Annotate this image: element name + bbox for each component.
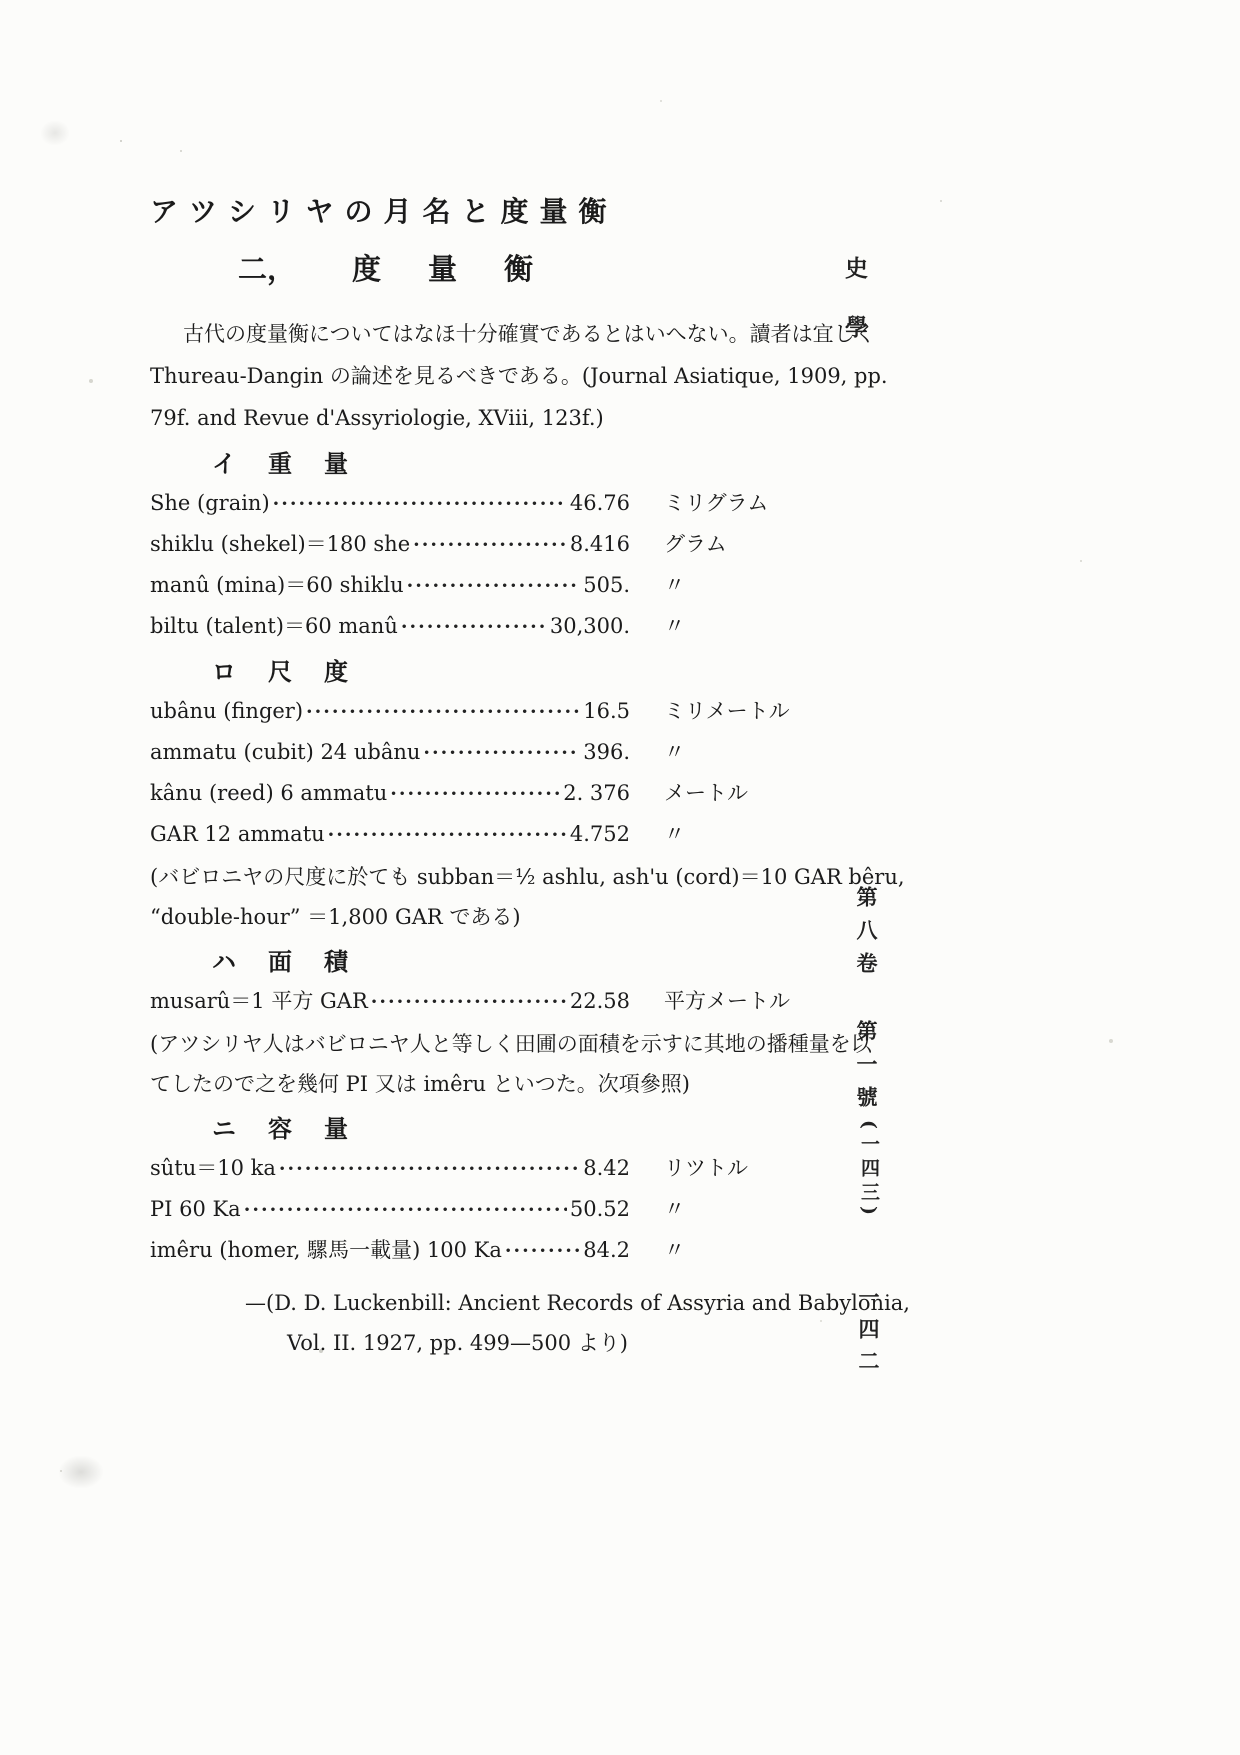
subsection-heading: ロ 尺 度	[212, 657, 352, 686]
measure-unit: グラム	[664, 532, 727, 556]
section-note	[150, 1024, 890, 1104]
subsection-heading: ハ 面 積	[212, 947, 352, 976]
measure-unit: リツトル	[664, 1156, 748, 1180]
measure-unit: 〃	[664, 1238, 685, 1262]
measure-term: ammatu (cubit) 24 ubânu	[150, 740, 421, 764]
measure-row	[150, 773, 810, 814]
dotted-leader	[244, 1189, 567, 1230]
measure-term: shiklu (shekel)＝180 she	[150, 532, 411, 556]
dotted-leader	[401, 606, 547, 647]
measure-term: GAR 12 ammatu	[150, 822, 325, 846]
measure-value: 50.52	[569, 1197, 630, 1221]
measure-value: 396.	[583, 740, 630, 764]
section-title: 度 量 衡	[352, 252, 543, 286]
page-number-paren: (一四三)	[858, 1120, 880, 1220]
subsection-heading: イ 重 量	[212, 449, 352, 478]
measure-value: 505.	[583, 573, 630, 597]
measure-term: manû (mina)＝60 shiklu	[150, 573, 404, 597]
dotted-leader	[413, 524, 567, 565]
dotted-leader	[279, 1148, 580, 1189]
subsection-length	[150, 657, 905, 937]
measure-unit: ミリメートル	[664, 699, 790, 723]
measure-term: imêru (homer, 騾馬一載量) 100 Ka	[150, 1238, 502, 1262]
measure-unit: 〃	[664, 1197, 685, 1221]
measure-value: 8.42	[583, 1156, 630, 1180]
dotted-leader	[328, 814, 567, 855]
subsection-heading: ニ 容 量	[212, 1114, 352, 1143]
measure-term: biltu (talent)＝60 manû	[150, 614, 398, 638]
subsection-weight	[150, 449, 890, 647]
measure-unit: ミリグラム	[664, 491, 769, 515]
note-line: てしたので之を幾何 PI 又は imêru といつた。次項參照)	[150, 1072, 690, 1096]
dotted-leader	[423, 732, 580, 773]
measure-term: kânu (reed) 6 ammatu	[150, 781, 388, 805]
measure-value: 16.5	[583, 699, 630, 723]
dotted-leader	[306, 691, 580, 732]
dotted-leader	[407, 565, 581, 606]
measure-unit: 平方メートル	[664, 989, 790, 1013]
scan-noise	[120, 140, 122, 142]
dotted-leader	[273, 483, 567, 524]
journal-name: 史學	[841, 256, 868, 374]
measure-unit: メートル	[664, 781, 748, 805]
section-note	[150, 857, 905, 937]
measure-term: ubânu (finger)	[150, 699, 304, 723]
dotted-leader	[505, 1230, 580, 1271]
dotted-leader	[371, 981, 567, 1022]
measure-value: 8.416	[569, 532, 630, 556]
measure-row	[150, 524, 810, 565]
intro-line: Thureau-Dangin の論述を見るべきである。(Journal Asiatique, 1909, pp.	[150, 364, 888, 388]
citation	[245, 1283, 910, 1363]
scan-smudge	[58, 1455, 104, 1489]
measure-term: PI 60 Ka	[150, 1197, 241, 1221]
page-number: 一四二	[856, 1286, 881, 1382]
measure-value: 4.752	[569, 822, 630, 846]
measure-row	[150, 814, 810, 855]
measure-row	[150, 1189, 810, 1230]
citation-line: Vol. II. 1927, pp. 499—500 より)	[287, 1331, 628, 1355]
measure-unit: 〃	[664, 822, 685, 846]
volume-label: 第八卷	[854, 886, 879, 985]
measure-value: 30,300.	[549, 614, 630, 638]
page-title: アツシリヤの月名と度量衡	[150, 195, 618, 228]
intro-line: 古代の度量衡についてはなほ十分確實であるとはいへない。讀者は宜しく	[183, 322, 876, 346]
measure-unit: 〃	[664, 614, 685, 638]
measure-value: 22.58	[569, 989, 630, 1013]
measure-value: 2. 376	[563, 781, 630, 805]
citation-line: —(D. D. Luckenbill: Ancient Records of Assyria and Babylonia,	[245, 1291, 910, 1315]
measure-term: She (grain)	[150, 491, 270, 515]
measure-row	[150, 606, 810, 647]
section-heading	[238, 251, 890, 287]
measure-row	[150, 981, 810, 1022]
section-number: 二，	[238, 252, 297, 286]
note-line: (アツシリヤ人はバビロニヤ人と等しく田圃の面積を示すに其地の播種量を以	[150, 1032, 872, 1056]
measure-row	[150, 1230, 810, 1271]
measure-row	[150, 732, 810, 773]
page-content	[150, 195, 910, 1363]
dotted-leader	[390, 773, 560, 814]
measure-value: 84.2	[583, 1238, 630, 1262]
intro-line: 79f. and Revue d'Assyriologie, XViii, 123f.)	[150, 406, 604, 430]
measure-term: musarû＝1 平方 GAR	[150, 989, 368, 1013]
measure-term: sûtu＝10 ka	[150, 1156, 276, 1180]
note-line: “double-hour” ＝1,800 GAR である)	[150, 905, 521, 929]
intro-paragraph	[150, 313, 890, 439]
note-line: (バビロニヤの尺度に於ても subban＝½ ashlu, ash'u (cord)＝10 GAR bêru,	[150, 865, 905, 889]
measure-row	[150, 1148, 810, 1189]
measure-row	[150, 483, 810, 524]
measure-row	[150, 565, 810, 606]
measure-row	[150, 691, 810, 732]
measure-unit: 〃	[664, 740, 685, 764]
subsection-area	[150, 947, 890, 1104]
subsection-capacity	[150, 1114, 890, 1271]
measure-unit: 〃	[664, 573, 685, 597]
scan-smudge	[40, 120, 70, 146]
measure-value: 46.76	[569, 491, 630, 515]
issue-label: 第一號	[854, 1020, 879, 1119]
